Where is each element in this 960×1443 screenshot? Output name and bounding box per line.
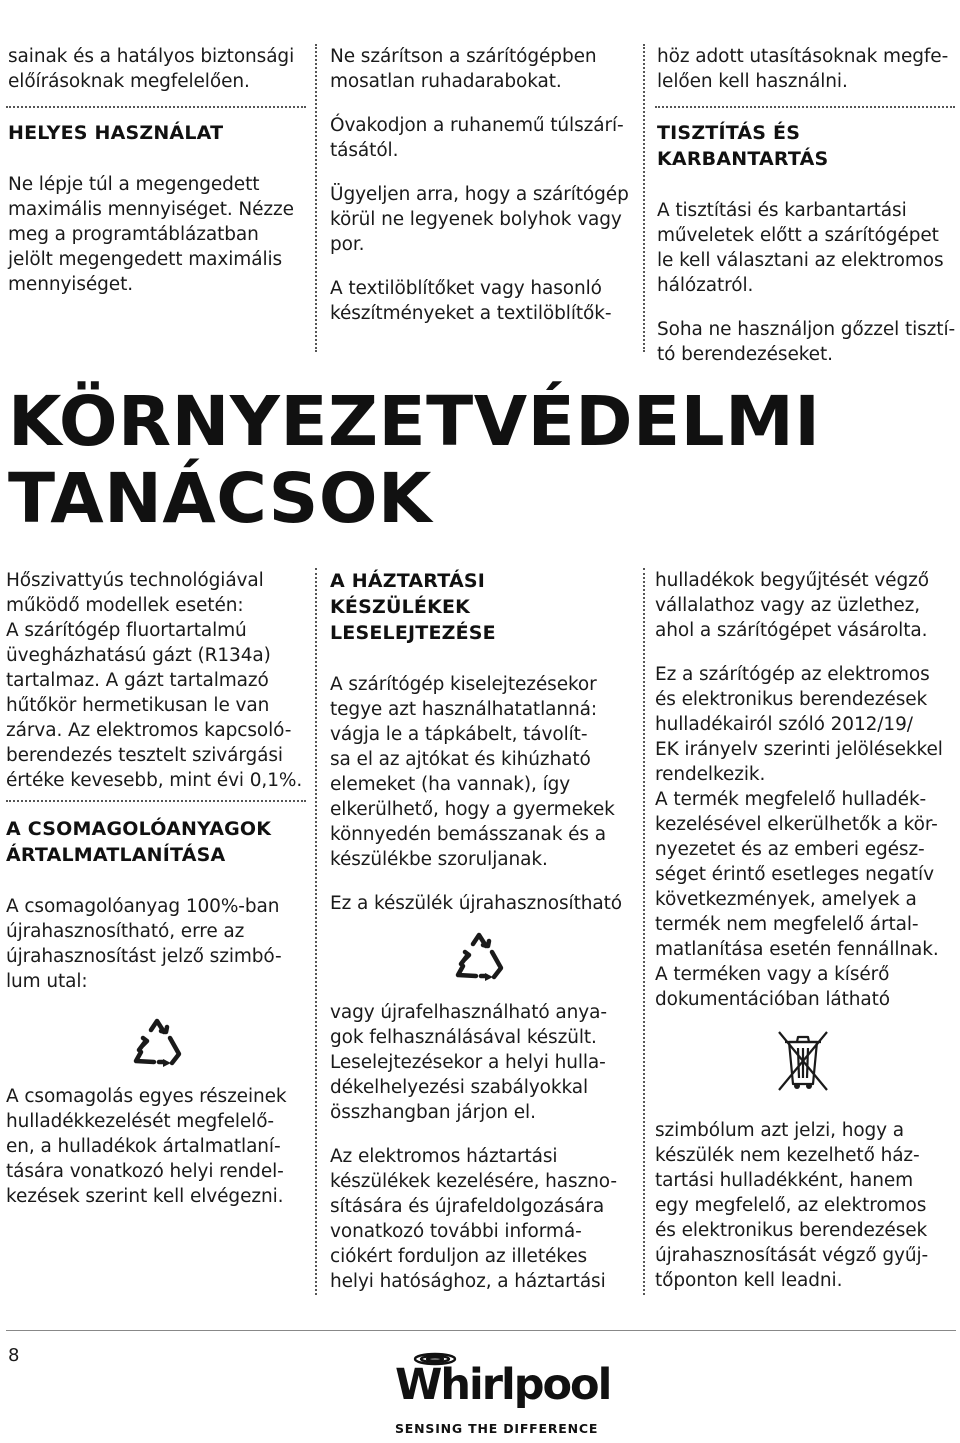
- bottom-col2-text-3: vagy újrafelhasználható anya- gok felhasználásával készült. Leselejtezésekor a helyi hulla- dékelhelyezési szabályokkal összhangban járjon el.: [330, 1002, 607, 1123]
- column-divider: [315, 568, 317, 1295]
- top-column-3: [657, 44, 957, 94]
- tagline: SENSING THE DIFFERENCE: [395, 1421, 599, 1436]
- bottom-col2-text-1: A szárítógép kiselejtezésekor tegye azt használhatatlanná: vágja le a tápkábelt, távolít- sa el az ajtókat és kihúzható elemeket (ha vannak), így elkerülhető, hogy a gyermekek könnyedén bemásszanak és a készülékbe szoruljanak.: [330, 674, 615, 870]
- footer-divider: [6, 1330, 956, 1331]
- top-col2-text-4: A textilöblítőket vagy hasonló készítményeket a textilöblítők-: [330, 278, 612, 324]
- top-col3-text-1: höz adott utasításoknak megfe- lelően kell használni.: [657, 46, 949, 92]
- bottom-col3-text-1: hulladékok begyűjtését végző vállalathoz vagy az üzlethez, ahol a szárítógépet vásárolta.: [655, 570, 929, 641]
- heading-csomagoloanyagok: A CSOMAGOLÓANYAGOK ÁRTALMATLANÍTÁSA: [6, 818, 272, 866]
- divider: [6, 800, 306, 802]
- top-column-1-lower: [8, 120, 308, 297]
- heading-haztartasi-keszulekek: A HÁZTARTÁSI KÉSZÜLÉKEK LESELEJTEZÉSE: [330, 570, 496, 644]
- section-title: KÖRNYEZETVÉDELMI TANÁCSOK: [8, 382, 821, 539]
- top-col3-text-3: Soha ne használjon gőzzel tisztí- tó berendezéseket.: [657, 319, 956, 365]
- bottom-col1-text-2: A csomagolóanyag 100%-ban újrahasznosítható, erre az újrahasznosítást jelző szimbó- lum utal:: [6, 896, 282, 992]
- top-col2-text-3: Ügyeljen arra, hogy a szárítógép körül ne legyenek bolyhok vagy por.: [330, 184, 629, 255]
- bottom-col2-text-2: Ez a készülék újrahasznosítható: [330, 893, 622, 914]
- bottom-col3-text-2: Ez a szárítógép az elektromos és elektronikus berendezések hulladékairól szóló 2012/19/ EK irányelv szerinti jelölésekkel rendelkezik. A termék megfelelő hulladék- kezelésével elkerülhetők a kör- nyezetet és az emberi egész- séget érintő esetleges negatív következmények, amelyek a termék nem megfelelő ártal- matlanítása esetén fennállnak. A terméken vagy a kísérő dokumentációban látható: [655, 664, 943, 1010]
- bottom-col3-text-3: szimbólum azt jelzi, hogy a készülék nem kezelhető ház- tartási hulladékként, hanem egy megfelelő, az elektromos és elektronikus berendezések újrahasznosítását végző gyűj- tőponton kell leadni.: [655, 1120, 929, 1291]
- column-divider: [643, 44, 645, 352]
- whirlpool-wordmark: Whirlpool: [395, 1360, 611, 1410]
- top-column-2: [330, 44, 630, 326]
- bottom-col2-text-4: Az elektromos háztartási készülékek kezelésére, haszno- sítására és újrafeldolgozására vonatkozó további informá- ciókért forduljon az illetékes helyi hatósághoz, a háztartási: [330, 1146, 617, 1292]
- recycle-icon: [130, 1016, 186, 1072]
- column-divider: [643, 568, 645, 1295]
- bottom-col1-text-1: Hőszivattyús technológiával működő modellek esetén: A szárítógép fluortartalmú üvegházhatású gázt (R134a) tartalmaz. A gázt tartalmazó hűtőkör hermetikusan le van zárva. Az elektromos kapcsoló- berendezés tesztelt szivárgási értéke kevesebb, mint évi 0,1%.: [6, 570, 303, 791]
- bottom-column-1: [6, 568, 306, 793]
- top-column-1: [8, 44, 308, 94]
- crossed-out-bin-icon: [771, 1024, 835, 1096]
- heading-tisztitas-es-karbantartas: TISZTÍTÁS ÉS KARBANTARTÁS: [657, 122, 829, 170]
- top-column-3-lower: [657, 120, 957, 367]
- top-col2-text-1: Ne szárítson a szárítógépben mosatlan ruhadarabokat.: [330, 46, 597, 92]
- bottom-column-3: [655, 568, 955, 1293]
- top-col1-text-2: Ne lépje túl a megengedett maximális mennyiséget. Nézze meg a programtáblázatban jelölt megengedett maximális mennyiséget.: [8, 174, 294, 295]
- top-col3-text-2: A tisztítási és karbantartási műveletek előtt a szárítógépet le kell választani az elektromos hálózatról.: [657, 200, 944, 296]
- recycle-icon: [452, 930, 508, 986]
- page-number: 8: [8, 1345, 20, 1366]
- divider: [655, 106, 955, 108]
- top-col1-text-1: sainak és a hatályos biztonsági előírásoknak megfelelően.: [8, 46, 295, 92]
- bottom-col1-text-3: A csomagolás egyes részeinek hulladékkezelését megfelelő- en, a hulladékok ártalmatlaní- tására vonatkozó helyi rendel- kezések szerint kell elvégezni.: [6, 1086, 287, 1207]
- whirlpool-logo: [395, 1347, 611, 1439]
- bottom-column-1-lower: [6, 816, 306, 1209]
- top-col2-text-2: Óvakodjon a ruhanemű túlszárí- tásától.: [330, 115, 624, 161]
- column-divider: [315, 44, 317, 352]
- heading-helyes-hasznalat: HELYES HASZNÁLAT: [8, 122, 224, 144]
- divider: [6, 106, 306, 108]
- bottom-column-2: [330, 568, 630, 1294]
